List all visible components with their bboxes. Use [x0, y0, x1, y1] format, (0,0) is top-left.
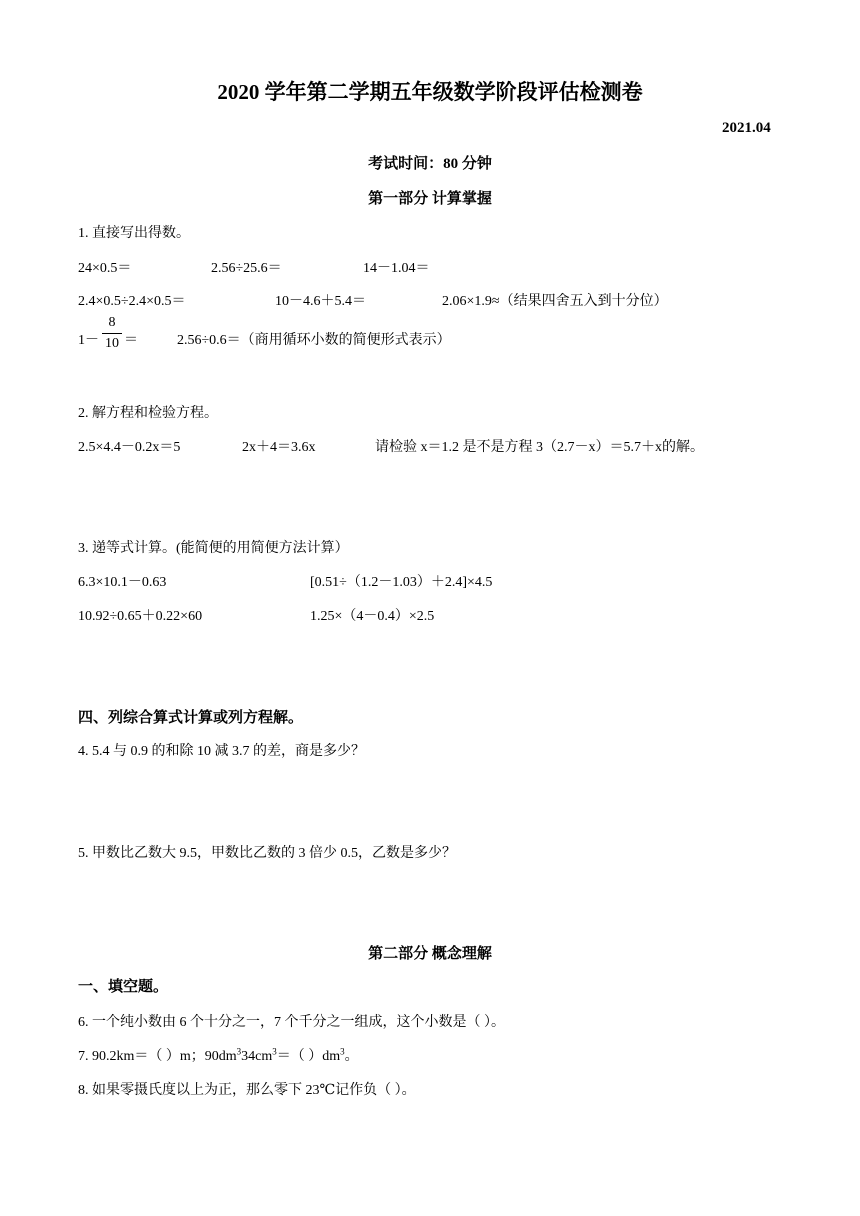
- q1-item-4: 2.4×0.5÷2.4×0.5＝: [78, 294, 186, 309]
- part1-heading: 第一部分 计算掌握: [368, 191, 492, 207]
- q1-item-7-suffix: ＝: [124, 333, 138, 348]
- fraction-numerator: 8: [108, 315, 116, 330]
- fraction-denominator: 10: [105, 336, 119, 351]
- q3-item-1: 6.3×10.1－0.63: [78, 575, 167, 590]
- q7-sup-2: 3: [272, 1046, 277, 1057]
- q7-part-b: 34cm: [241, 1049, 273, 1064]
- q2-item-2: 2x＋4＝3.6x: [242, 440, 316, 455]
- q7-part-a: 7. 90.2km＝（ ）m；90dm: [78, 1049, 237, 1064]
- q7-text: [78, 1045, 359, 1065]
- q2-item-1: 2.5×4.4－0.2x＝5: [78, 440, 181, 455]
- q3-item-4: 1.25×（4－0.4）×2.5: [310, 609, 435, 624]
- q1-item-5: 10－4.6＋5.4＝: [275, 294, 366, 309]
- q3-prompt: 3. 递等式计算。(能简便的用简便方法计算）: [78, 541, 349, 556]
- fraction-bar: [102, 333, 122, 334]
- q1-item-1: 24×0.5＝: [78, 261, 132, 276]
- q2-item-3: 请检验 x＝1.2 是不是方程 3（2.7－x）＝5.7＋x的解。: [375, 440, 704, 455]
- q1-item-7-fraction: [102, 315, 122, 352]
- q4-text: 4. 5.4 与 0.9 的和除 10 减 3.7 的差，商是多少？: [78, 744, 365, 759]
- exam-date: 2021.04: [722, 120, 771, 136]
- q7-sup-3: 3: [340, 1046, 345, 1057]
- section1-heading: 一、填空题。: [78, 979, 169, 995]
- q3-item-3: 10.92÷0.65＋0.22×60: [78, 609, 203, 624]
- q2-prompt: 2. 解方程和检验方程。: [78, 406, 218, 421]
- q6-text: 6. 一个纯小数由 6 个十分之一，7 个千分之一组成，这个小数是（ ）。: [78, 1015, 505, 1030]
- q1-item-6: 2.06×1.9≈（结果四舍五入到十分位）: [442, 294, 668, 309]
- q7-sup-1: 3: [236, 1046, 242, 1057]
- q1-item-2: 2.56÷25.6＝: [211, 261, 282, 276]
- q7-part-c: ＝（ ）dm: [276, 1049, 341, 1064]
- q5-text: 5. 甲数比乙数大 9.5，甲数比乙数的 3 倍少 0.5，乙数是多少？: [78, 846, 456, 861]
- part2-heading: 第二部分 概念理解: [368, 946, 492, 962]
- q7-part-d: 。: [344, 1049, 359, 1064]
- q1-item-3: 14－1.04＝: [363, 261, 430, 276]
- q8-text: 8. 如果零摄氏度以上为正，那么零下 23℃记作负（ ）。: [78, 1083, 416, 1098]
- section4-heading: 四、列综合算式计算或列方程解。: [78, 710, 304, 726]
- page-title: 2020 学年第二学期五年级数学阶段评估检测卷: [217, 80, 643, 104]
- q3-item-2: [0.51÷（1.2－1.03）＋2.4]×4.5: [310, 575, 493, 590]
- exam-time: 考试时间：80 分钟: [368, 156, 492, 172]
- q1-prompt: 1. 直接写出得数。: [78, 226, 190, 241]
- q1-item-8: 2.56÷0.6＝（商用循环小数的简便形式表示）: [177, 333, 451, 348]
- q1-item-7-prefix: 1－: [78, 333, 99, 348]
